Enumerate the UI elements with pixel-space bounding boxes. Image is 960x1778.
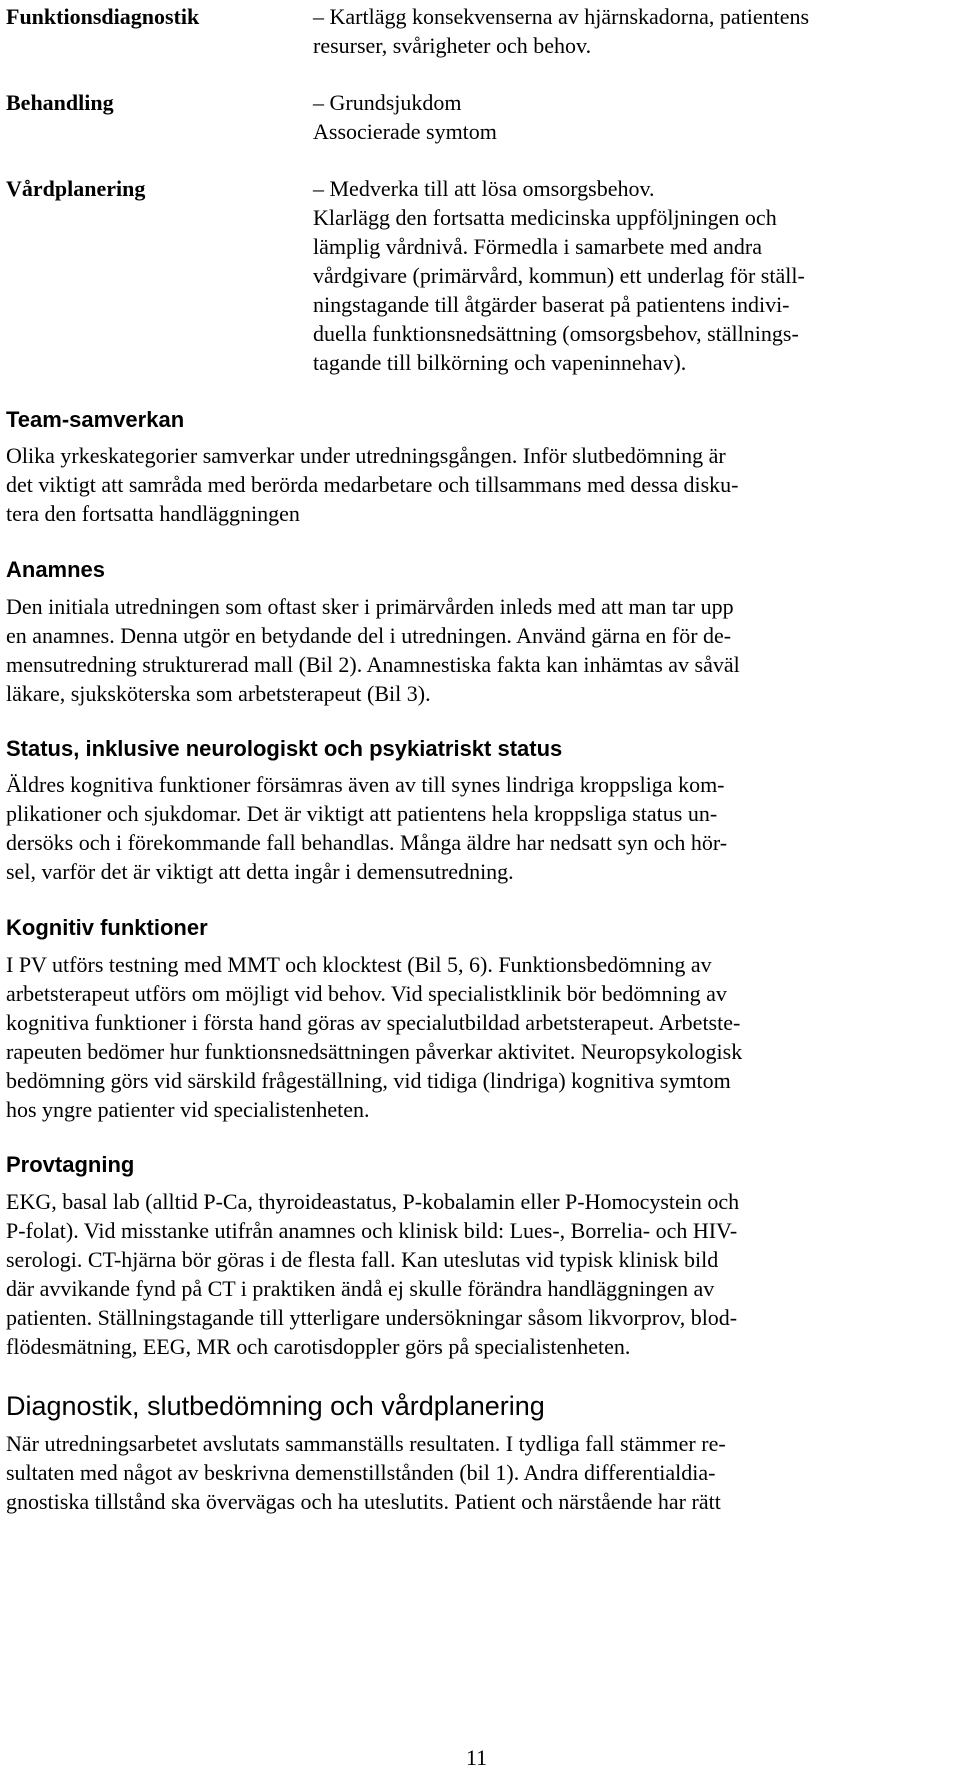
paragraph-diagnostik [6,1429,936,1516]
def-behandling [6,88,946,148]
text-line: – Medverka till att lösa omsorgsbehov. [313,176,655,201]
paragraph-status [6,770,936,886]
text-line: det viktigt att samråda med berörda medarbetare och tillsammans med dessa disku- [6,472,739,497]
def-description [313,88,943,146]
text-line: arbetsterapeut utförs om möjligt vid behov. Vid specialistklinik bör bedömning av [6,981,727,1006]
text-line: duella funktionsnedsättning (omsorgsbehov, ställnings- [313,321,799,346]
text-line: flödesmätning, EEG, MR och carotisdoppler görs på specialistenheten. [6,1334,631,1359]
heading-team-samverkan: Team-samverkan [6,407,185,432]
text-line: Äldres kognitiva funktioner försämras även av till synes lindriga kroppsliga kom- [6,772,725,797]
text-line: Klarlägg den fortsatta medicinska uppföljningen och [313,205,777,230]
heading-kognitiv-funktioner: Kognitiv funktioner [6,915,208,940]
text-line: rapeuten bedömer hur funktionsnedsättningen påverkar aktivitet. Neuropsykologisk [6,1039,743,1064]
text-line: tagande till bilkörning och vapeninnehav). [313,350,687,375]
text-line: serologi. CT-hjärna bör göras i de flesta fall. Kan uteslutas vid typisk klinisk bild [6,1247,719,1272]
text-line: sultaten med något av beskrivna demenstillstånden (bil 1). Andra differentialdia- [6,1460,716,1485]
text-line: sel, varför det är viktigt att detta ingår i demensutredning. [6,859,514,884]
def-vardplanering [6,174,946,379]
text-line: ningstagande till åtgärder baserat på patientens indivi- [313,292,790,317]
text-line: patienten. Ställningstagande till ytterligare undersökningar såsom likvorprov, blod- [6,1305,738,1330]
def-term: Behandling [6,90,114,115]
text-line: plikationer och sjukdomar. Det är viktigt att patientens hela kroppsliga status un- [6,801,718,826]
text-line: där avvikande fynd på CT i praktiken ändå ej skulle förändra handläggningen av [6,1276,715,1301]
heading-anamnes: Anamnes [6,557,106,582]
text-line: dersöks och i förekommande fall behandlas. Många äldre har nedsatt syn och hör- [6,830,728,855]
def-description [313,174,943,377]
heading-status: Status, inklusive neurologiskt och psykiatriskt status [6,736,563,761]
paragraph-anamnes [6,592,936,708]
text-line: – Grundsjukdom [313,90,462,115]
text-line: gnostiska tillstånd ska övervägas och ha uteslutits. Patient och närstående har rätt [6,1489,721,1514]
text-line: lämplig vårdnivå. Förmedla i samarbete med andra [313,234,763,259]
text-line: vårdgivare (primärvård, kommun) ett underlag för ställ- [313,263,805,288]
def-term: Funktionsdiagnostik [6,4,200,29]
paragraph-team-samverkan [6,441,936,528]
text-line: När utredningsarbetet avslutats sammanställs resultaten. I tydliga fall stämmer re- [6,1431,726,1456]
text-line: I PV utförs testning med MMT och klocktest (Bil 5, 6). Funktionsbedömning av [6,952,712,977]
text-line: läkare, sjuksköterska som arbetsterapeut (Bil 3). [6,681,431,706]
text-line: P-folat). Vid misstanke utifrån anamnes och klinisk bild: Lues-, Borrelia- och HIV- [6,1218,738,1243]
text-line: hos yngre patienter vid specialistenheten. [6,1097,370,1122]
text-line: resurser, svårigheter och behov. [313,33,592,58]
text-line: en anamnes. Denna utgör en betydande del i utredningen. Använd gärna en för de- [6,623,732,648]
text-line: Olika yrkeskategorier samverkar under utredningsgången. Inför slutbedömning är [6,443,726,468]
heading-provtagning: Provtagning [6,1152,135,1177]
page-number: 11 [466,1745,488,1770]
paragraph-kognitiv-funktioner [6,950,936,1124]
def-funktionsdiagnostik [6,2,946,62]
text-line: – Kartlägg konsekvenserna av hjärnskadorna, patientens [313,4,810,29]
paragraph-provtagning [6,1187,936,1361]
text-line: Associerade symtom [313,119,497,144]
text-line: bedömning görs vid särskild frågeställning, vid tidiga (lindriga) kognitiva symtom [6,1068,731,1093]
text-line: tera den fortsatta handläggningen [6,501,300,526]
text-line: kognitiva funktioner i första hand göras av specialutbildad arbetsterapeut. Arbetste- [6,1010,741,1035]
text-line: mensutredning strukturerad mall (Bil 2). Anamnestiska fakta kan inhämtas av såväl [6,652,740,677]
heading-diagnostik: Diagnostik, slutbedömning och vårdplanering [6,1391,545,1421]
text-line: EKG, basal lab (alltid P-Ca, thyroideastatus, P-kobalamin eller P-Homocystein och [6,1189,740,1214]
text-line: Den initiala utredningen som oftast sker i primärvården inleds med att man tar upp [6,594,734,619]
def-description [313,2,943,60]
def-term: Vårdplanering [6,176,146,201]
